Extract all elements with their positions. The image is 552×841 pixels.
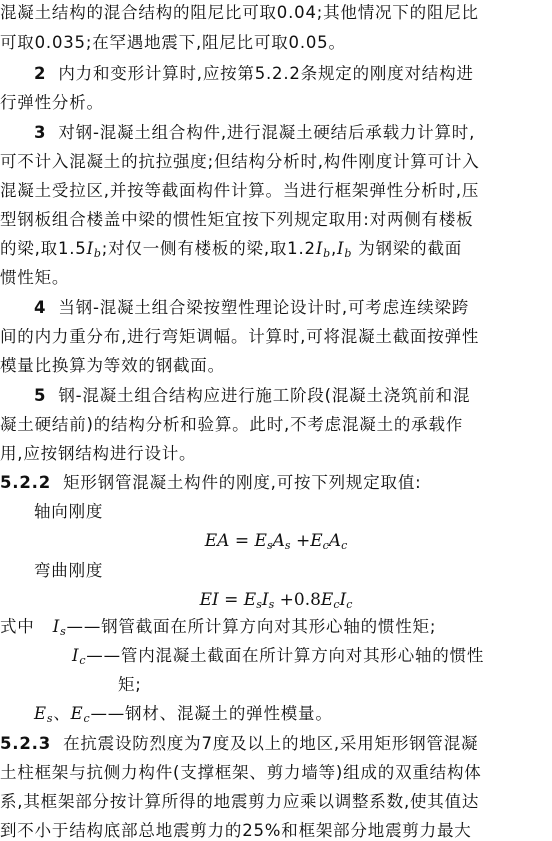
eq-sub: c [346, 598, 353, 611]
symbol-subscript: s [46, 712, 54, 725]
symbol-letter: E [34, 704, 47, 723]
text-line [34, 704, 552, 724]
text-line: 可不计入混凝土的抗拉强度;但结构分析时,构件刚度计算可计入 [0, 152, 480, 171]
text-line: 系,其框架部分按计算所得的地震剪力应乘以调整系数,使其值达 [0, 792, 480, 811]
text-fragment: , [330, 239, 338, 258]
symbol-letter: I [315, 239, 324, 258]
equation-axial-stiffness [0, 531, 552, 551]
separator: 、 [53, 704, 71, 723]
formula-lead: 式中 [0, 617, 35, 636]
eq-sign: = [234, 531, 250, 551]
eq-sign: = [224, 590, 239, 610]
text-line [0, 239, 552, 259]
text-fragment: 的梁,取1.5 [0, 239, 87, 258]
item-number: 5 [34, 386, 47, 405]
eq-term: E [243, 590, 257, 610]
symbol-Ib [87, 239, 102, 258]
eq-lhs: EI [199, 590, 219, 610]
symbol-subscript: c [79, 654, 87, 667]
section-heading [0, 473, 552, 493]
text-line: 可取0.035;在罕遇地震下,阻尼比可取0.05。 [0, 33, 346, 52]
item-text: 内力和变形计算时,应按第5.2.2条规定的刚度对结构进 [58, 64, 474, 83]
text-line: 型钢板组合楼盖中梁的惯性矩宜按下列规定取用:对两侧有楼板 [0, 210, 474, 229]
symbol-subscript: c [83, 712, 91, 725]
text-line: 弯曲刚度 [34, 561, 104, 580]
text-line: 模量比换算为等效的钢截面。 [0, 356, 225, 375]
item-number: 2 [34, 64, 47, 83]
eq-sub: s [256, 598, 262, 611]
definition-text: ——钢管截面在所计算方向对其形心轴的惯性矩; [66, 617, 437, 636]
clause-number: 5.2.2 [0, 473, 51, 492]
eq-term: A [272, 531, 285, 551]
text-line: 混凝土受拉区,并按等截面构件计算。当进行框架弹性分析时,压 [0, 181, 480, 200]
eq-sub: c [322, 539, 329, 552]
symbol-subscript: b [344, 247, 353, 260]
text-line [34, 298, 552, 318]
text-line [34, 64, 552, 84]
text-line [72, 646, 552, 666]
text-line: 惯性矩。 [0, 268, 70, 287]
eq-plus: +0.8 [279, 590, 321, 610]
definition-text: ——管内混凝土截面在所计算方向对其形心轴的惯性 [86, 646, 485, 665]
symbol-subscript: b [323, 247, 331, 260]
text-line: 用,应按钢结构进行设计。 [0, 444, 197, 463]
item-text: 当钢-混凝土组合梁按塑性理论设计时,可考虑连续梁跨 [58, 298, 470, 317]
equation-bending-stiffness [0, 590, 552, 610]
symbol-letter: I [337, 239, 345, 258]
symbol-Is [53, 617, 67, 636]
text-line: 行弹性分析。 [0, 93, 104, 112]
eq-sub: s [266, 539, 273, 552]
eq-plus: + [295, 531, 311, 551]
clause-number: 5.2.3 [0, 734, 51, 753]
symbol-Ib [337, 239, 352, 258]
symbol-letter: I [52, 617, 61, 636]
eq-sub: c [341, 539, 348, 552]
symbol-Ic [72, 646, 86, 665]
symbol-letter: I [86, 239, 94, 258]
item-text: 对钢-混凝土组合构件,进行混凝土硬结后承载力计算时, [58, 123, 476, 142]
section-heading [0, 734, 552, 754]
text-line: 矩; [118, 675, 142, 694]
eq-sub: c [333, 598, 340, 611]
symbol-letter: E [70, 704, 84, 723]
eq-term: E [310, 531, 323, 551]
text-line: 混凝土结构的混合结构的阻尼比可取0.04;其他情况下的阻尼比 [0, 3, 479, 22]
eq-term: E [254, 531, 267, 551]
item-text: 钢-混凝土组合结构应进行施工阶段(混凝土浇筑前和混 [58, 386, 471, 405]
clause-text: 在抗震设防烈度为7度及以上的地区,采用矩形钢管混凝 [63, 734, 479, 753]
eq-term: A [328, 531, 342, 551]
symbol-subscript: s [60, 625, 67, 638]
text-fragment: 为钢梁的截面 [358, 239, 463, 258]
text-line [0, 617, 552, 637]
definition-text: ——钢材、混凝土的弹性模量。 [90, 704, 333, 723]
eq-sub: s [268, 598, 275, 611]
text-line: 间的内力重分布,进行弯矩调幅。计算时,可将混凝土截面按弹性 [0, 327, 480, 346]
eq-sub: s [284, 539, 291, 552]
symbol-letter: I [72, 646, 80, 665]
text-line: 土柱框架与抗侧力构件(支撑框架、剪力墙等)组成的双重结构体 [0, 763, 482, 782]
text-line: 轴向刚度 [34, 502, 104, 521]
item-number: 3 [34, 123, 47, 142]
eq-term: I [261, 590, 269, 610]
symbol-subscript: b [93, 247, 102, 260]
text-line: 凝土硬结前)的结构分析和验算。此时,不考虑混凝土的承载作 [0, 415, 464, 434]
eq-lhs: EA [204, 531, 230, 551]
eq-term: E [320, 590, 334, 610]
clause-text: 矩形钢管混凝土构件的刚度,可按下列规定取值: [63, 473, 422, 492]
text-line: 到不小于结构底部总地震剪力的25%和框架部分地震剪力最大 [0, 821, 472, 840]
text-line [34, 123, 552, 143]
eq-term: I [339, 590, 347, 610]
symbol-Es [34, 704, 53, 723]
text-line [34, 386, 552, 406]
item-number: 4 [34, 298, 47, 317]
symbol-Ib [316, 239, 331, 258]
symbol-Ec [71, 704, 91, 723]
text-fragment: ;对仅一侧有楼板的梁,取1.2 [101, 239, 316, 258]
